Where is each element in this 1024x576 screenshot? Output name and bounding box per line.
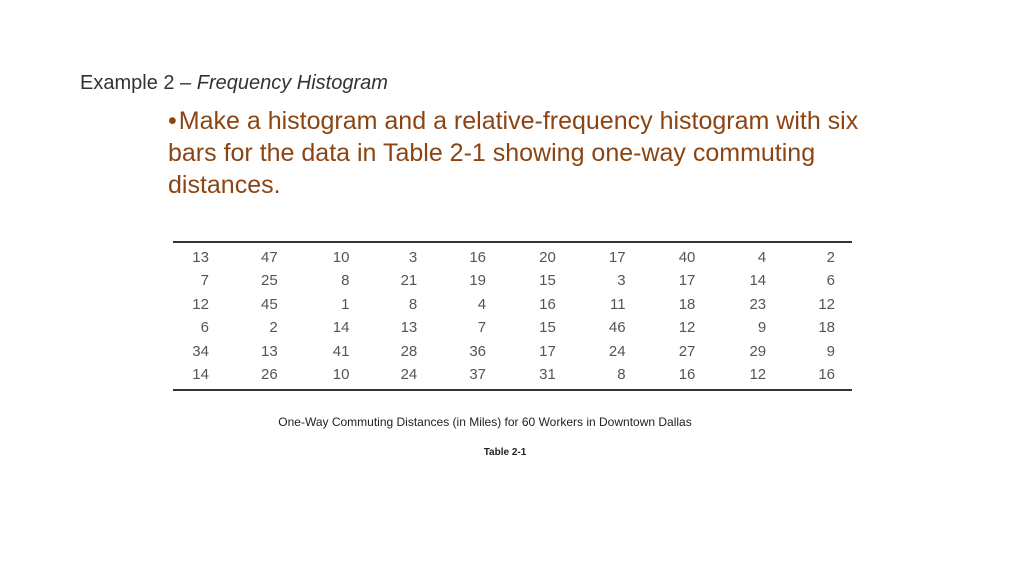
table-cell: 1 xyxy=(341,295,350,313)
table-cell: 7 xyxy=(477,319,487,337)
table-row xyxy=(173,293,852,316)
table-cell: 13 xyxy=(261,342,278,360)
table-cell: 21 xyxy=(400,272,418,290)
slide-title xyxy=(80,72,388,95)
table-cell: 14 xyxy=(192,366,209,384)
table-cell: 12 xyxy=(818,295,835,313)
table-cell: 9 xyxy=(826,342,835,360)
table-row xyxy=(173,363,852,390)
table-cell: 47 xyxy=(261,249,278,266)
table-cell: 24 xyxy=(400,366,418,384)
table-cell: 13 xyxy=(192,249,209,266)
table-label: Table 2-1 xyxy=(483,447,527,458)
table-cell: 29 xyxy=(749,342,767,360)
table-cell: 41 xyxy=(332,342,350,360)
table-cell: 17 xyxy=(608,249,626,266)
table-cell: 31 xyxy=(539,366,556,384)
table-cell: 46 xyxy=(608,319,626,337)
commuting-distances-table xyxy=(173,241,852,391)
table-cell: 8 xyxy=(617,366,626,384)
table-cell: 14 xyxy=(332,319,350,337)
table-cell: 10 xyxy=(332,249,350,266)
table-cell: 13 xyxy=(400,319,418,337)
table-cell: 34 xyxy=(192,342,209,360)
table-cell: 17 xyxy=(539,342,556,360)
table-cell: 15 xyxy=(539,319,556,337)
table-cell: 18 xyxy=(678,295,696,313)
table-cell: 8 xyxy=(408,295,418,313)
table-cell: 36 xyxy=(469,342,487,360)
bullet-mark: • xyxy=(168,107,177,135)
table-cell: 37 xyxy=(469,366,487,384)
table-row xyxy=(173,316,852,339)
title-prefix: Example 2 – xyxy=(80,72,197,94)
table-cell: 20 xyxy=(539,249,556,266)
table-cell: 45 xyxy=(261,295,278,313)
title-italic: Frequency Histogram xyxy=(196,72,388,94)
table-cell: 15 xyxy=(539,272,556,290)
bullet-point xyxy=(168,105,868,201)
table-cell: 2 xyxy=(826,249,835,266)
table-row xyxy=(173,242,852,269)
table-cell: 7 xyxy=(200,272,209,290)
table-cell: 16 xyxy=(678,366,696,384)
table-cell: 4 xyxy=(757,249,767,266)
table-cell: 9 xyxy=(757,319,767,337)
table-cell: 24 xyxy=(608,342,626,360)
table-cell: 6 xyxy=(826,272,835,290)
table-cell: 19 xyxy=(469,272,487,290)
table-cell: 3 xyxy=(617,272,626,290)
table-cell: 4 xyxy=(477,295,487,313)
table-cell: 16 xyxy=(818,366,835,384)
table-cell: 27 xyxy=(678,342,696,360)
table-cell: 12 xyxy=(749,366,767,384)
table-cell: 3 xyxy=(408,249,418,266)
table-cell: 14 xyxy=(749,272,767,290)
table-cell: 16 xyxy=(539,295,556,313)
table-cell: 26 xyxy=(261,366,278,384)
bullet-text: Make a histogram and a relative-frequency histogram with six bars for the data in Table 2-1 showing one-way commuting distances. xyxy=(168,107,859,199)
table-cell: 40 xyxy=(678,249,696,266)
table-cell: 28 xyxy=(400,342,418,360)
table-cell: 16 xyxy=(469,249,487,266)
table-cell: 12 xyxy=(192,295,209,313)
table-cell: 11 xyxy=(610,295,626,313)
table-cell: 8 xyxy=(341,272,350,290)
table-caption: One-Way Commuting Distances (in Miles) for 60 Workers in Downtown Dallas xyxy=(278,415,692,429)
table-cell: 23 xyxy=(749,295,767,313)
table-row xyxy=(173,269,852,292)
table-cell: 10 xyxy=(332,366,350,384)
table-cell: 25 xyxy=(261,272,278,290)
table-cell: 12 xyxy=(678,319,696,337)
table-row xyxy=(173,340,852,363)
table-cell: 18 xyxy=(818,319,835,337)
table-cell: 17 xyxy=(678,272,696,290)
table-cell: 6 xyxy=(200,319,209,337)
table-cell: 2 xyxy=(269,319,278,337)
